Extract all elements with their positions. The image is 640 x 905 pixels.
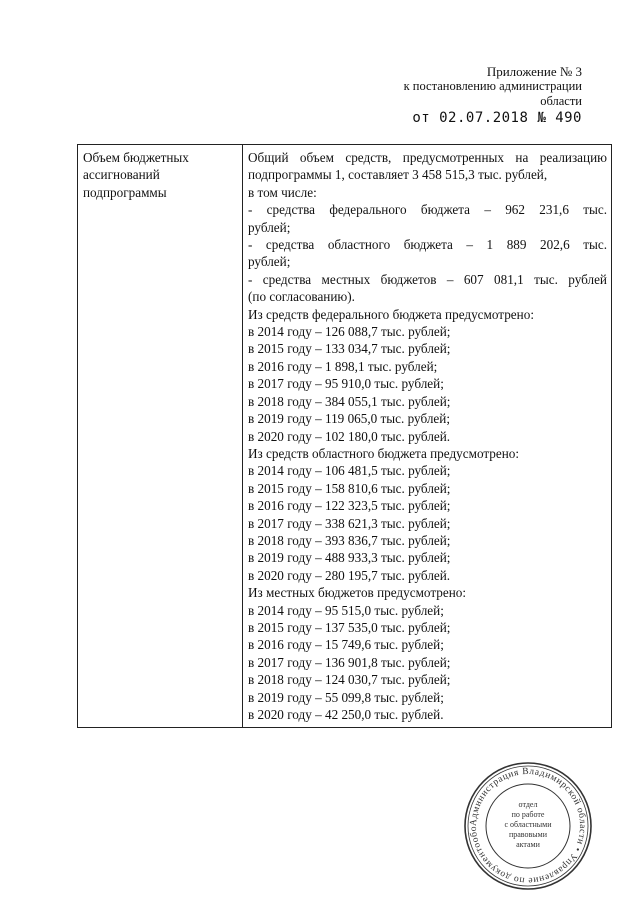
stamp-line: отдел [518,800,538,809]
local-year-line: в 2015 году – 137 535,0 тыс. рублей; [248,619,451,635]
table-row [78,145,612,728]
stamp-ring-text: Администрация Владимирской области • Управление по документообо [468,766,588,886]
regional-year-line: в 2014 году – 106 481,5 тыс. рублей; [248,463,451,479]
federal-year-line: в 2016 году – 1 898,1 тыс. рублей; [248,358,438,374]
stamp-line: правовыми [508,830,548,839]
budget-table [77,144,612,728]
stamp-center-text [498,800,558,850]
local-year-line: в 2018 году – 124 030,7 тыс. рублей; [248,672,451,688]
stamp-line: актами [516,840,540,849]
federal-year-line: в 2019 году – 119 065,0 тыс. рублей; [248,411,450,427]
federal-year-line: в 2014 году – 126 088,7 тыс. рублей; [248,324,451,340]
appendix-reference: к постановлению администрации [403,79,582,93]
regional-heading: Из средств областного бюджета предусмотрено: [248,445,520,461]
intro-line: - средства местных бюджетов – 607 081,1 тыс. рублей [248,271,607,287]
intro-line: рублей; [248,254,291,270]
local-year-line: в 2017 году – 136 901,8 тыс. рублей; [248,654,451,670]
intro-line: рублей; [248,219,291,235]
intro-line: в том числе: [248,184,317,200]
intro-line: подпрограммы 1, составляет 3 458 515,3 тыс. рублей, [248,167,548,183]
local-year-line: в 2016 году – 15 749,6 тыс. рублей; [248,637,444,653]
stamp-line: с областными [504,820,552,829]
local-year-line: в 2014 году – 95 515,0 тыс. рублей; [248,602,444,618]
regional-year-line: в 2016 году – 122 323,5 тыс. рублей; [248,498,451,514]
federal-year-line: в 2020 году – 102 180,0 тыс. рублей. [248,428,451,444]
federal-year-line: в 2015 году – 133 034,7 тыс. рублей; [248,341,451,357]
intro-line: - средства федерального бюджета – 962 231,6 тыс. [248,202,607,218]
appendix-region: области [540,94,582,108]
official-stamp [462,760,594,892]
regional-year-line: в 2018 году – 393 836,7 тыс. рублей; [248,532,451,548]
intro-line: - средства областного бюджета – 1 889 202,6 тыс. [248,237,607,253]
local-year-line: в 2019 году – 55 099,8 тыс. рублей; [248,689,444,705]
federal-year-line: в 2018 году – 384 055,1 тыс. рублей; [248,393,451,409]
row-label-cell [78,145,243,728]
regional-year-line: в 2020 году – 280 195,7 тыс. рублей. [248,567,451,583]
stamp-line: по работе [511,810,545,819]
appendix-header [404,64,582,126]
regional-year-line: в 2017 году – 338 621,3 тыс. рублей; [248,515,451,531]
row-label: Объем бюджетных ассигнований подпрограммы [83,150,189,200]
intro-line: (по согласованию). [248,289,355,305]
intro-line: Общий объем средств, предусмотренных на реализацию [248,150,607,165]
row-content-cell [243,145,612,728]
federal-heading: Из средств федерального бюджета предусмотрено: [248,306,534,322]
appendix-date: от 02.07.2018 № 490 [412,110,582,126]
regional-year-line: в 2019 году – 488 933,3 тыс. рублей; [248,550,451,566]
local-year-line: в 2020 году – 42 250,0 тыс. рублей. [248,707,444,722]
regional-year-line: в 2015 году – 158 810,6 тыс. рублей; [248,480,451,496]
federal-year-line: в 2017 году – 95 910,0 тыс. рублей; [248,376,444,392]
appendix-number: Приложение № 3 [486,64,582,79]
local-heading: Из местных бюджетов предусмотрено: [248,585,467,601]
